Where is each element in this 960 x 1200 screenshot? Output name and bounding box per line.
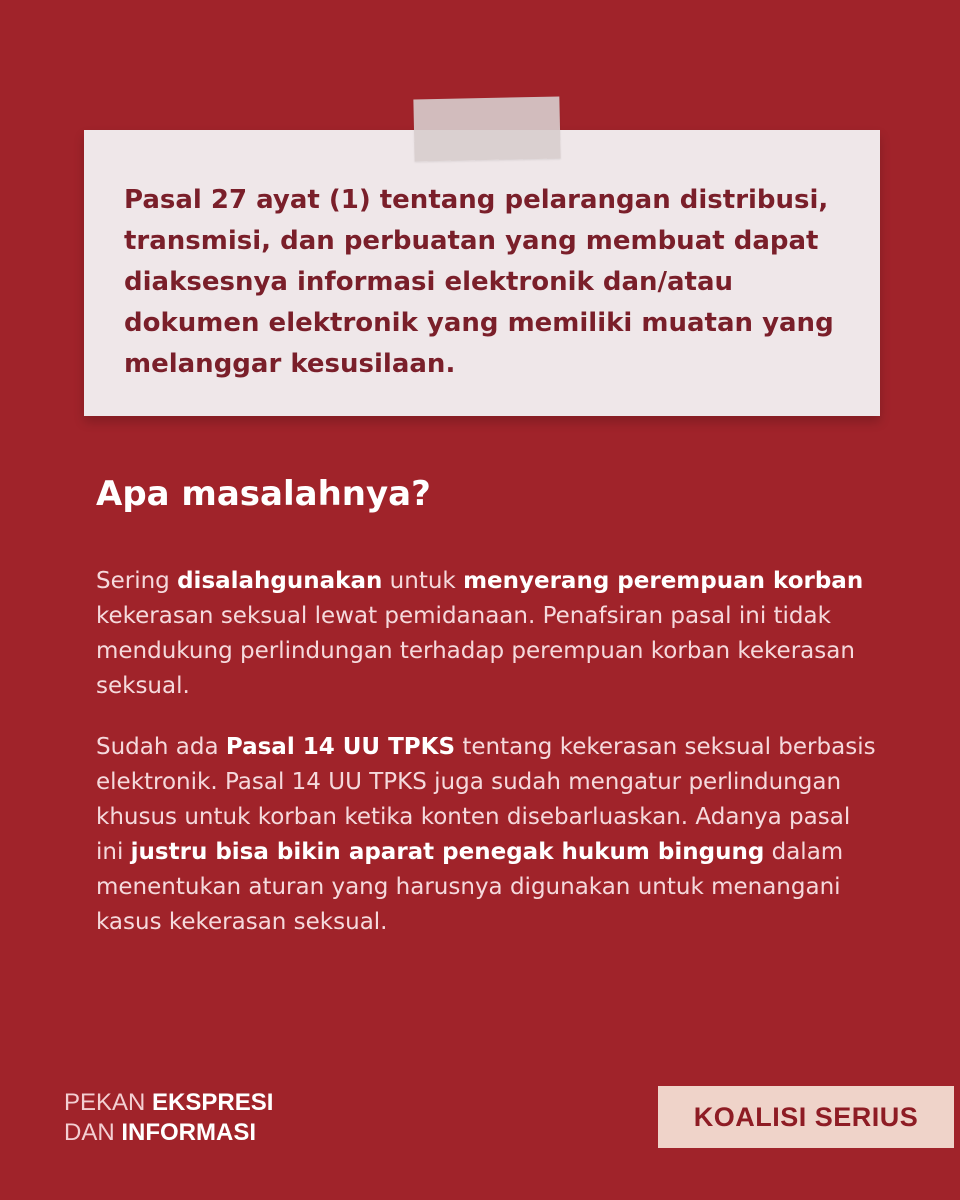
campaign-title-line-1 [64,1088,273,1118]
campaign-line1-bold: EKSPRESI [152,1089,274,1116]
p2-text-1: Sudah ada [96,734,226,760]
tape-strip [413,96,560,161]
paragraph-1 [96,564,876,704]
p1-text-2: untuk [382,568,464,594]
p2-bold-2: justru bisa bikin aparat penegak hukum bingung [130,839,765,865]
campaign-title [64,1088,273,1148]
p2-text-2: tentang kekerasan seksual berbasis elektronik. Pasal 14 UU TPKS juga sudah mengatur perlindungan khusus untuk korban ketika konten disebarluaskan. Adanya pasal ini [96,734,876,865]
p2-bold-1: Pasal 14 UU TPKS [225,734,456,760]
section-heading: Apa masalahnya? [96,474,431,514]
campaign-line2-normal: DAN [64,1119,122,1146]
campaign-line1-normal: PEKAN [64,1089,153,1116]
p1-bold-2: menyerang perempuan korban [463,568,864,594]
quote-text: Pasal 27 ayat (1) tentang pelarangan distribusi, transmisi, dan perbuatan yang membuat dapat diaksesnya informasi elektronik dan/atau dokumen elektronik yang memiliki muatan yang melanggar kesusilaan. [124,185,834,379]
paragraph-2 [96,730,876,940]
campaign-line2-bold: INFORMASI [121,1119,257,1146]
p2-text-3: dalam menentukan aturan yang harusnya digunakan untuk menangani kasus kekerasan seksual. [96,839,844,935]
p1-text-1: Sering [96,568,178,594]
p1-bold-1: disalahgunakan [177,568,383,594]
campaign-title-line-2 [64,1118,273,1148]
coalition-badge: KOALISI SERIUS [658,1086,954,1148]
p1-text-3: kekerasan seksual lewat pemidanaan. Penafsiran pasal ini tidak mendukung perlindungan terhadap perempuan korban kekerasan seksual. [96,603,855,699]
